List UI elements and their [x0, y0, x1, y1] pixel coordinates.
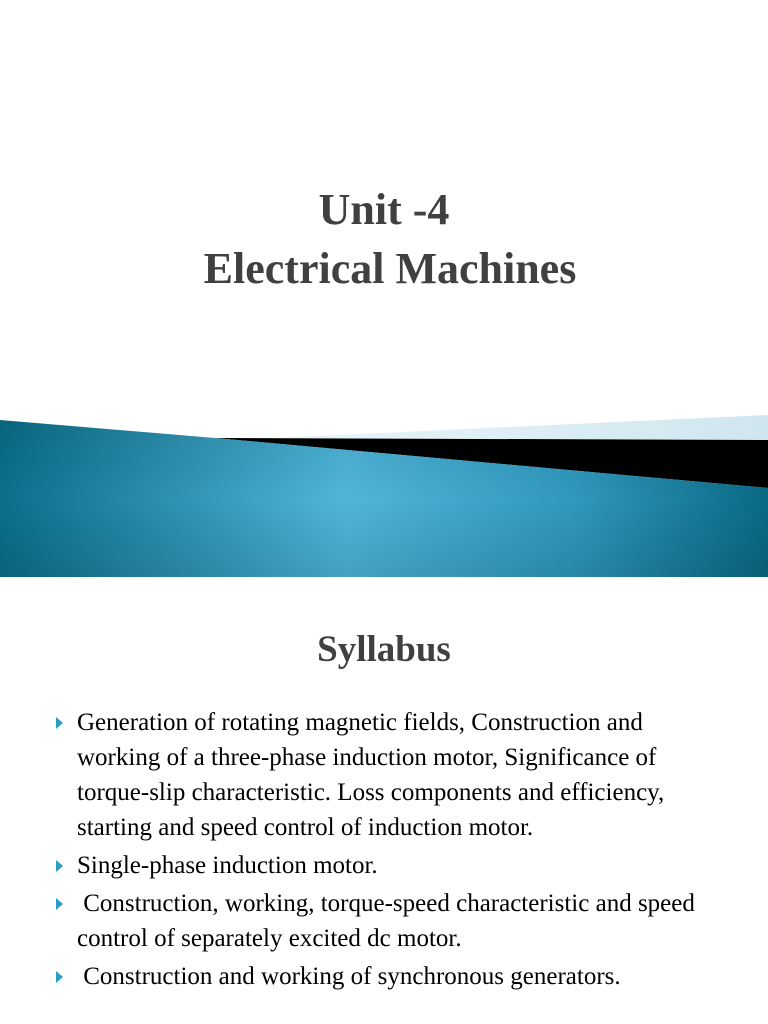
- list-item: [0, 705, 768, 845]
- syllabus-slide: [0, 577, 768, 1024]
- right-triangle-icon: [56, 717, 63, 729]
- list-item-text: Construction and working of synchronous generators.: [77, 963, 621, 990]
- list-item-text: Construction, working, torque-speed characteristic and speed control of separately excited dc motor.: [77, 890, 702, 952]
- list-item: [0, 886, 768, 956]
- right-triangle-icon: [56, 898, 63, 910]
- list-item-text: Single-phase induction motor.: [77, 852, 378, 879]
- syllabus-list: [0, 705, 768, 997]
- list-item: [0, 959, 768, 994]
- wave-light-band: [230, 415, 768, 440]
- title-line-unit: Unit -4: [318, 185, 450, 234]
- list-item-text: Generation of rotating magnetic fields, Construction and working of a three-phase induction motor, Significance of torque-slip characteristic. Loss components and efficiency, starting and speed control of induction motor.: [77, 709, 665, 841]
- title-line-subject: Electrical Machines: [203, 244, 577, 293]
- right-triangle-icon: [56, 860, 63, 872]
- list-item: [0, 848, 768, 883]
- syllabus-heading: Syllabus: [317, 629, 451, 670]
- right-triangle-icon: [56, 971, 63, 983]
